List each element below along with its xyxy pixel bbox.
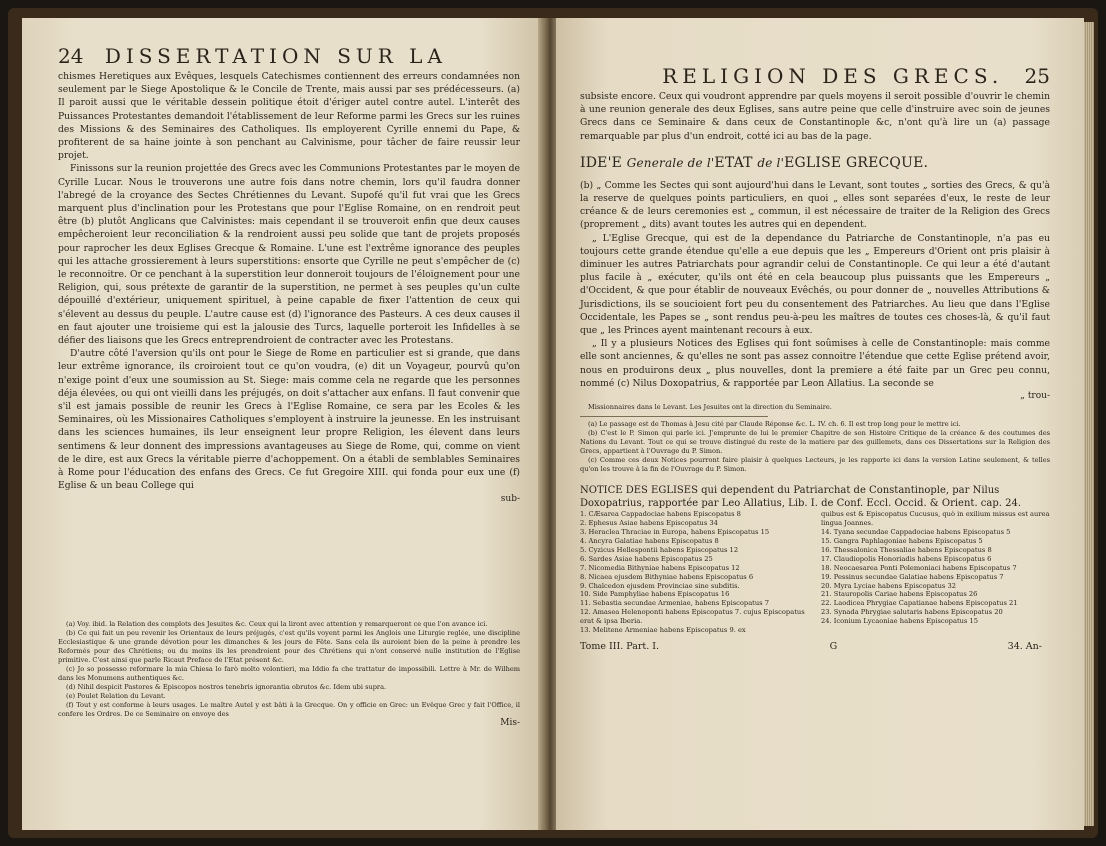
notice-catchword: 34. An- xyxy=(1007,640,1042,652)
left-footnote-d: (d) Nihil despicit Pastores & Episcopos nostros tenebris ignorantia obrutos &c. Idem ubi supra. xyxy=(66,683,387,691)
quote-paragraph-3: „ Il y a plusieurs Notices des Eglises qui font soûmises à celle de Constantinople: mais comme elle sont anciennes, & qu'elles ne sont pas assez connoitre l'étendue que cette Eglise prétend avoir, nous en produirons deux „ plus nouvelles, dont la premiere a été faite par un Grec peu connu, nommé (c) Nilus Doxopatrius, & rapportée par Leon Allatius. La seconde se xyxy=(580,338,1050,389)
right-footnote-b: (b) C'est le P. Simon qui parle ici. J'emprunte de lui le premier Chapitre de son Histoire Critique de la créance & des coutumes des Nations du Levant. Tout ce qui se trouve distingué du reste de la matiere par des guillemets, dans ces Dissertations sur la Religion des Grecs, appartient à l'Ouvrage du P. Simon. xyxy=(580,429,1050,456)
notice-entry: 23. Synada Phrygiae salutaris habens Episcopatus 20 xyxy=(821,608,1003,617)
left-footnotes xyxy=(58,620,520,728)
quote-paragraph-1: (b) „ Comme les Sectes qui sont aujourd'hui dans le Levant, sont toutes „ sorties des Grecs, & qu'à la reserve de quelques points particuliers, en quoi „ elles sont separées d'eux, le reste de leur créance & de leurs ceremonies est „ commun, il est nécessaire de traiter de la Religion des Grecs (proprement „ dits) avant toutes les autres qui en dependent. xyxy=(580,179,1050,231)
quote-text xyxy=(580,179,1050,403)
right-footnote-c: (c) Comme ces deux Notices pourront faire plaisir à quelques Lecteurs, je les rapporte ici dans la version Latine seulement, & telles qu'on les trouve à la fin de l'Ouvrage du P. Simon. xyxy=(580,456,1050,474)
notice-column-2 xyxy=(821,510,1050,635)
notice-entry: 22. Laodicea Phrygiae Capatianae habens Episcopatus 21 xyxy=(821,599,1018,608)
notice-entry: 11. Sebastia secundae Armeniae, habens Episcopatus 7 xyxy=(580,599,769,608)
notice-entry: 24. Iconium Lycaoniae habens Episcopatus 15 xyxy=(821,617,979,626)
heading-de: de l' xyxy=(757,155,785,170)
notice-entry: 1. CÆsarea Cappadociae habens Episcopatus 8 xyxy=(580,510,741,519)
notice-heading: NOTICE DES EGLISES qui dependent du Patriarchat de Constantinople, par Nilus Doxopatrius, rapportée par Leo Allatius, Lib. I. de Conf. Eccl. Occid. & Orient. cap. 24. xyxy=(580,485,1022,510)
left-paragraph-1: chismes Heretiques aux Evêques, lesquels Catechismes contiennent des erreurs condamnées non seulement par le Siege Apostolique & le Concile de Trente, mais aussi par ses prédécesseurs. (a) Il paroit aussi que le véritable dessein politique étoit d'ériger autel contre autel. L'interêt des Puissances Protestantes demandoit l'établissement de leur Reforme parmi les Grecs sur les ruines des Missions & des Seminaires des Catholiques. Ils employerent Cyrille ennemi du Pape, & profiterent de sa haine jointe à son penchant au Calvinisme, pour tâcher de faire reussir leur projet. xyxy=(58,71,520,162)
heading-eglise: EGLISE GRECQUE. xyxy=(784,154,929,171)
notice-entry: 18. Neocaesarea Ponti Polemoniaci habens Episcopatus 7 xyxy=(821,563,1017,572)
right-footnote-a: (a) Le passage est de Thomas à Jesu cité par Claude Réponse &c. L. IV. ch. 6. Il est trop long pour le mettre ici. xyxy=(588,420,961,429)
notice-entry: 5. Cyzicus Hellespontii habens Episcopatus 12 xyxy=(580,545,739,554)
signature-line: Tome III. Part. I. xyxy=(580,640,660,652)
open-book xyxy=(8,8,1098,838)
left-page-number: 24 xyxy=(58,44,84,68)
notice-entry: 14. Tyana secundae Cappadociae habens Episcopatus 5 xyxy=(821,528,1011,537)
right-body-text xyxy=(580,90,1050,143)
right-intro-paragraph: subsiste encore. Ceux qui voudront apprendre par quels moyens il seroit possible d'ouvrir le chemin à une reunion generale des deux Eglises, sans autre peine que celle d'instruire avec soin de jeunes Grecs dans ce Seminaire & dans ceux de Constantinople &c, n'ont qu'à lire un (a) passage remarquable par plus d'un endroit, cotté ici au bas de la page. xyxy=(580,91,1050,142)
section-heading xyxy=(580,155,1050,171)
notice-entry: 16. Thessalonica Thessaliae habens Episcopatus 8 xyxy=(821,545,992,554)
notice-entry: 6. Sardes Asiae habens Episcopatus 25 xyxy=(580,554,713,563)
signature-mark: G xyxy=(829,640,838,652)
right-page-content xyxy=(580,44,1050,652)
notice-entry: quibus est & Episcopatus Cucusus, quò in exilium missus est aurea lingua Joannes. xyxy=(821,510,1050,528)
notice-entry: 8. Nicaea ejusdem Bithyniae habens Episcopatus 6 xyxy=(580,572,754,581)
left-page-content xyxy=(58,44,520,506)
notice-entry: 21. Stauropolis Cariae habens Episcopatus 26 xyxy=(821,590,978,599)
notice-entry: 7. Nicomedia Bithyniae habens Episcopatus 12 xyxy=(580,563,740,572)
left-running-head xyxy=(58,44,520,70)
heading-ide: IDE'E xyxy=(580,154,623,171)
left-running-title: DISSERTATION SUR LA xyxy=(104,44,447,68)
right-running-title: RELIGION DES GRECS. xyxy=(662,64,1004,88)
notice-entry: 2. Ephesus Asiae habens Episcopatus 34 xyxy=(580,519,718,528)
heading-generale: Generale de l' xyxy=(626,155,715,170)
footnote-rule xyxy=(580,416,768,417)
left-page xyxy=(22,18,542,830)
page-signature xyxy=(580,641,1050,652)
right-running-head xyxy=(580,64,1050,90)
quote-catchword: „ trou- xyxy=(1020,391,1050,402)
left-catchword: sub- xyxy=(500,493,520,504)
notice-entry: 10. Side Pamphyliae habens Episcopatus 16 xyxy=(580,590,730,599)
right-footnotes xyxy=(580,403,1050,474)
page-edges xyxy=(1084,22,1094,826)
notice-entry: 9. Chalcedon ejusdem Provinciae sine subditis. xyxy=(580,581,740,590)
notice-entry: 17. Claudiopolis Honoriadis habens Episcopatus 6 xyxy=(821,554,992,563)
left-body-text xyxy=(58,70,520,506)
right-footnote-cont: Missionnaires dans le Levant. Les Jesuites ont la direction du Seminaire. xyxy=(588,403,832,412)
left-footnote-catchword: Mis- xyxy=(500,718,520,728)
notice-column-1 xyxy=(580,510,809,635)
left-footnote-f: (f) Tout y est conforme à leurs usages. Le maître Autel y est bâti à la Grecque. On y officie en Grec: un Evêque Grec y fait l'Office, il confere les Ordres. De ce Seminaire on envoye des xyxy=(58,701,520,718)
left-paragraph-3: D'autre côté l'aversion qu'ils ont pour le Siege de Rome en particulier est si grande, que dans leur extrême ignorance, ils croiroient tout ce qu'on voudra, (e) dit un Voyageur, pourvû qu'on n'exige point d'eux une soumission au St. Siege: mais comme cela ne regarde que les personnes déja élevées, ou qui ont vieilli dans les préjugés, on doit s'attacher aux enfans. Il faut convenir que s'il est jamais possible de reunir les Grecs à l'Eglise Romaine, ce sera par les Ecoles & les Seminaires, où les Missionaires Catholiques s'employent à instruire la jeunesse. En les instruisant dans les sciences humaines, ils leur enseignent leur propre Religion, les élevent dans leurs sentimens & leur donnent des impressions avantageuses au Siege de Rome, qui, comme on vient de le dire, est aux Grecs la véritable pierre d'achoppement. On a établi de semblables Seminaires à Rome pour l'éducation des enfans des Grecs. Ce fut Gregoire XIII. qui fonda pour eux une (f) Eglise & un beau College qui xyxy=(58,348,520,492)
heading-etat: ETAT xyxy=(714,154,753,171)
quote-paragraph-2: „ L'Eglise Grecque, qui est de la dependance du Patriarche de Constantinople, n'a pas eu toujours cette grande étendue qu'elle a eue depuis que les „ Empereurs d'Orient ont pris plaisir à diminuer les autres Patriarchats pour agrandir celui de Constantinople. Ce qui leur a été d'autant plus facile à „ exécuter, qu'ils ont été en cela beaucoup plus puissants que les Empereurs „ d'Occident, & que pour établir de nouveaux Evêchés, ou pour donner de „ nouvelles Attributions & Jurisdictions, ils se soucioient fort peu du consentement des Patriarches. Au lieu que dans l'Eglise Occidentale, les Papes se „ sont rendus peu-à-peu les maîtres de toutes ces choses-là, & qu'il faut que „ les Princes ayent maintenant recours à eux. xyxy=(580,232,1050,337)
left-footnote-a: (a) Voy. ibid. la Relation des complots des Jesuites &c. Ceux qui la liront avec attention y remarqueront ce que l'on avance ici. xyxy=(66,620,488,628)
left-footnote-e: (e) Poulet Relation du Levant. xyxy=(66,692,166,700)
notice-entry: 4. Ancyra Galatiae habens Episcopatus 8 xyxy=(580,536,719,545)
right-page xyxy=(556,18,1084,830)
notice-list xyxy=(580,510,1050,635)
notice-entry: 13. Melitene Armeniae habens Episcopatus 9. ex xyxy=(580,626,746,635)
notice-entry: 15. Gangra Paphlagoniae habens Episcopatus 5 xyxy=(821,536,983,545)
left-paragraph-2: Finissons sur la reunion projettée des Grecs avec les Communions Protestantes par le moyen de Cyrille Lucar. Nous le trouverons une autre fois dans notre chemin, lors qu'il faudra donner l'abregé de la croyance des Sectes Chrétiennes du Levant. Supofé qu'il fut vrai que les Grecs marquent plus d'inclination pour les Protestans que pour l'Eglise Romaine, on en rendroit peut être (b) plutôt Anglicans que Calvinistes: mais cependant il se trouveroit enfin que deux causes empêcheroient leur reconciliation & la rendroient aussi peu solide que tant de projets proposés pour raprocher les deux Eglises Grecque & Romaine. L'une est l'extrême ignorance des peuples qui les attache grossierement à leurs superstitions: ensorte que Cyrille ne peut s'empêcher de (c) le reconnoitre. Or ce penchant à la superstition leur donneroit toujours de l'éloignement pour une Religion, qui, sous prétexte de garantir de la superstition, ne permet à ses peuples qu'un culte dépouillé d'extérieur, uniquement spirituel, à peine capable de fixer l'attention de ceux qui s'élevent au dessus du peuple. L'autre cause est (d) l'ignorance des Pasteurs. A ces deux causes il en faut ajouter une troisieme qui est la jalousie des Turcs, laquelle porteroit les Infidelles à se défier des liaisons que les Grecs entreprendroient de contracter avec les Protestans. xyxy=(58,163,520,347)
notice-entry: 20. Myra Lyciae habens Episcopatus 32 xyxy=(821,581,956,590)
left-footnote-c: (c) Jo so possesso reformare la mia Chiesa lo farò molto volontieri, ma Iddio fa che trattatur de impossibili. Lettre à Mr. de Wilhem dans les Monumens authentiques &c. xyxy=(58,665,520,682)
left-footnote-b: (b) Ce qui fait un peu revenir les Orientaux de leurs préjugés, c'est qu'ils voyent parmi les Anglois une Liturgie reglée, une discipline Ecclesiastique & une grande dévotion pour les dimanches & les jours de Fête. Sans cela ils auroient bien de la peine à prendre les Reformés pour des Chrétiens; ou du moins ils les prendroient pour des Chrétiens qui n'ont conservé nulle institution de l'Eglise primitive. C'est ainsi que parle Ricaut Preface de l'Etat présent &c. xyxy=(58,629,520,664)
notice-entry: 3. Heraclea Thraciae in Europa, habens Episcopatus 15 xyxy=(580,528,770,537)
notice-entry: 12. Amasea Helenoponti habens Episcopatus 7. cujus Episcopatus erat & ipsa Iberia. xyxy=(580,608,805,626)
notice-entry: 19. Pessinus secundae Galatiae habens Episcopatus 7 xyxy=(821,572,1004,581)
right-page-number: 25 xyxy=(1024,64,1050,88)
